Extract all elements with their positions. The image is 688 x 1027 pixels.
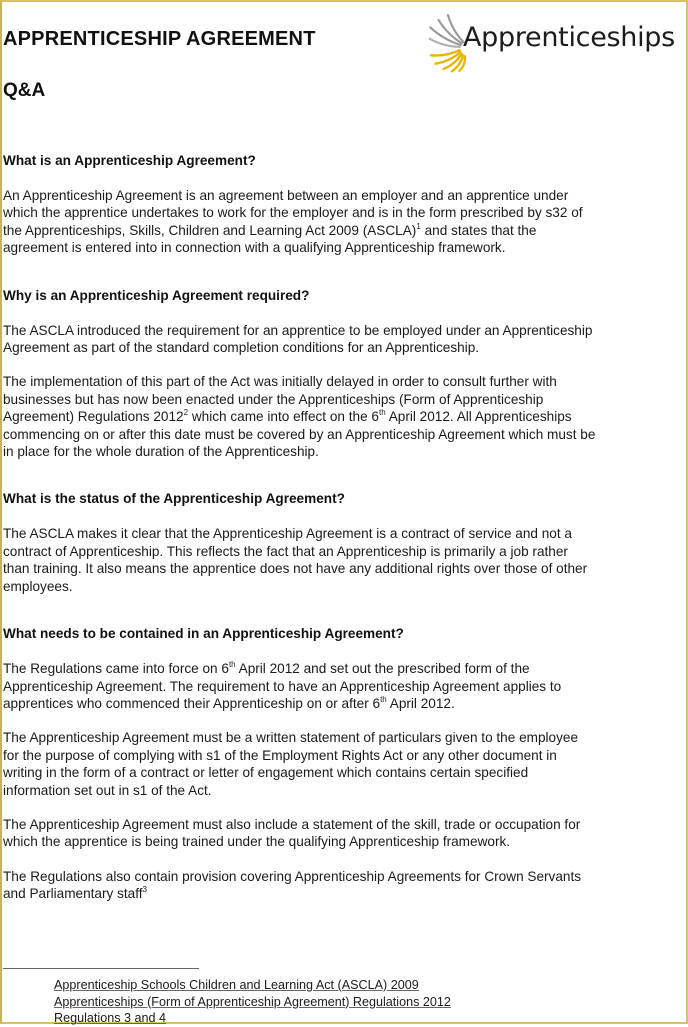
document-subtitle: Q&A (3, 80, 46, 101)
footnote-divider (3, 968, 199, 969)
text-line: Apprenticeship Agreement. The requirement to have an Apprenticeship Agreement applies to (3, 678, 562, 694)
apprenticeships-logo (416, 4, 688, 84)
text-line: The ASCLA makes it clear that the Apprenticeship Agreement is a contract of service and not a (3, 526, 572, 542)
text-line: businesses but has now been enacted under the Apprenticeships (Form of Apprenticeship (3, 391, 544, 407)
paragraph (3, 187, 686, 257)
section-heading: What is the status of the Apprenticeship Agreement? (3, 491, 345, 507)
footnote-1: Apprenticeship Schools Children and Learning Act (ASCLA) 2009 (54, 978, 419, 992)
text-line: employees. (3, 578, 73, 594)
text-line: agreement is entered into in connection with a qualifying Apprenticeship framework. (3, 240, 506, 256)
text-line: in place for the whole duration of the Apprenticeship. (3, 444, 319, 460)
text-line: The ASCLA introduced the requirement for an apprentice to be employed under an Apprenticeship (3, 322, 593, 338)
text-line: The Regulations came into force on 6th April 2012 and set out the prescribed form of the (3, 660, 530, 677)
paragraph (3, 322, 686, 357)
text-line: for the purpose of complying with s1 of the Employment Rights Act or any other document in (3, 747, 557, 763)
text-line: writing in the form of a contract or letter of engagement which contains certain specified (3, 765, 529, 781)
logo-wordmark: Apprenticeships (463, 22, 675, 53)
paragraph (3, 660, 686, 712)
document-header (0, 0, 688, 110)
footnote-3: Regulations 3 and 4 (54, 1011, 167, 1026)
footnote-2: Apprenticeships (Form of Apprenticeship Agreement) Regulations 2012 (54, 994, 451, 1009)
section-heading: Why is an Apprenticeship Agreement required? (3, 287, 310, 303)
text-line: which the apprentice undertakes to work for the employer and is in the form prescribed by s32 of (3, 205, 583, 221)
text-line: apprentices who commenced their Apprenticeship on or after 6th April 2012. (3, 694, 455, 711)
text-line: The Apprenticeship Agreement must be a written statement of particulars given to the employee (3, 730, 579, 746)
text-line: An Apprenticeship Agreement is an agreement between an employer and an apprentice under (3, 188, 569, 203)
text-line: which the apprentice is being trained under the qualifying Apprenticeship framework. (3, 834, 511, 850)
text-line: The implementation of this part of the Act was initially delayed in order to consult further with (3, 374, 557, 390)
paragraph (3, 729, 686, 799)
paragraph (3, 373, 686, 460)
text-line: than training. It also means the apprentice does not have any additional rights over those of other (3, 561, 588, 577)
text-line: the Apprenticeships, Skills, Children and Learning Act 2009 (ASCLA)$^1$ and states that the (3, 221, 537, 238)
paragraph (3, 525, 686, 595)
text-line: and Parliamentary staff$^3$ (3, 885, 147, 902)
footnotes (54, 977, 451, 1027)
section-heading: What is an Apprenticeship Agreement? (3, 153, 256, 168)
text-line: The Regulations also contain provision covering Apprenticeship Agreements for Crown Servants (3, 868, 582, 884)
text-line: commencing on or after this date must be covered by an Apprenticeship Agreement which must be (3, 426, 596, 442)
paragraph (3, 816, 686, 851)
section-heading: What needs to be contained in an Apprenticeship Agreement? (3, 626, 404, 642)
paragraph (3, 868, 686, 903)
document-title: APPRENTICESHIP AGREEMENT (3, 28, 316, 50)
document-body (3, 152, 686, 903)
text-line: Agreement) Regulations 2012$^2$ which came into effect on the 6th April 2012. All Apprenticeships (3, 408, 572, 425)
text-line: information set out in s1 of the Act. (3, 782, 212, 798)
text-line: Agreement as part of the standard completion conditions for an Apprenticeship. (3, 340, 480, 356)
text-line: contract of Apprenticeship. This reflects the fact that an Apprenticeship is primarily a job rather (3, 543, 568, 559)
text-line: The Apprenticeship Agreement must also include a statement of the skill, trade or occupation for (3, 816, 581, 832)
